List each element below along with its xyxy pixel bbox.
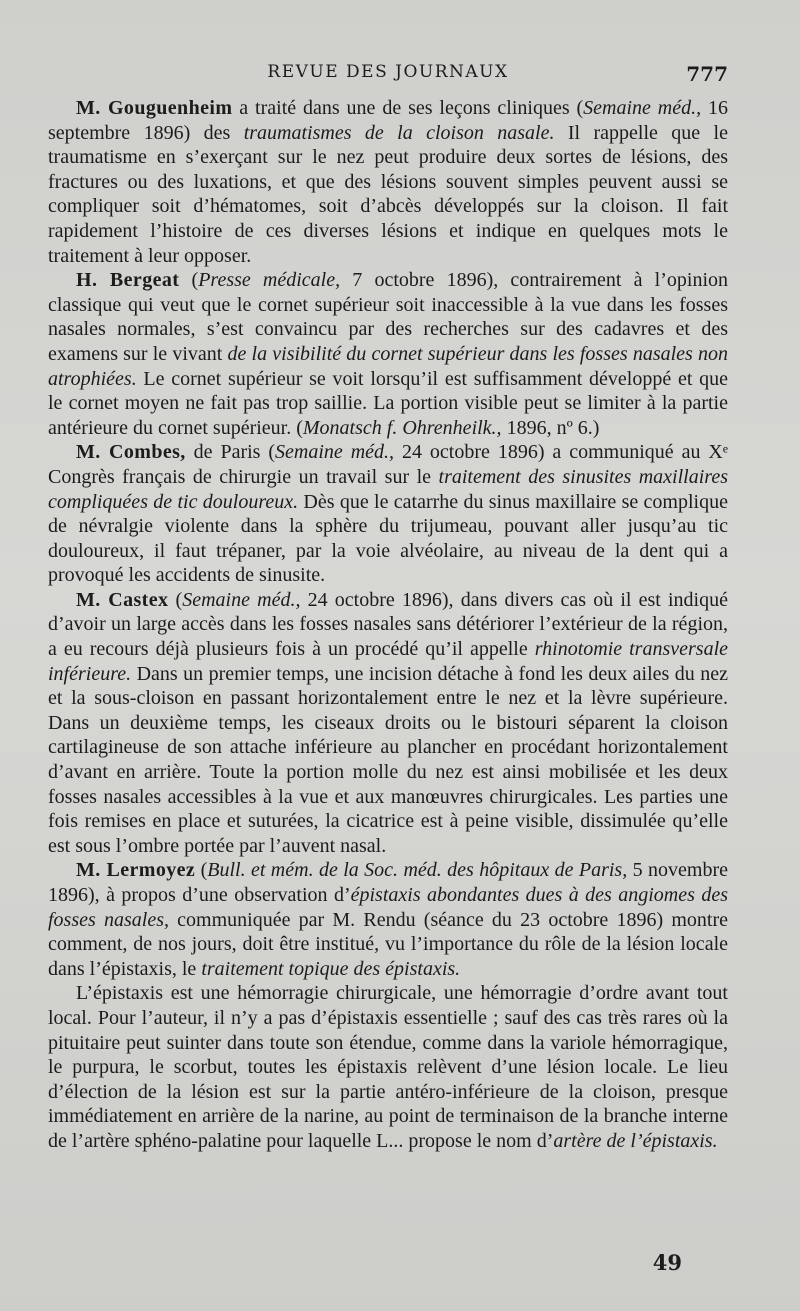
citation: Presse médicale,	[198, 269, 341, 292]
running-title: REVUE DES JOURNAUX	[267, 62, 509, 82]
article-body	[48, 96, 728, 1154]
paragraph-bergeat	[48, 268, 728, 440]
text-segment: 1896, nº 6.)	[501, 416, 600, 439]
topic-title: traitement topique des épistaxis.	[201, 957, 461, 980]
paragraph-lermoyez	[48, 858, 728, 981]
author-name: H. Bergeat	[76, 269, 180, 292]
paragraph-epistaxis	[48, 981, 728, 1153]
page-header	[48, 58, 728, 92]
topic-title: traitement des sinusites maxillaires compliquées de tic douloureux.	[48, 465, 728, 513]
topic-title: traumatismes de la cloison nasale.	[243, 121, 555, 144]
citation: Monatsch f. Ohrenheilk.,	[302, 416, 502, 439]
citation: Semaine méd.,	[583, 97, 702, 119]
topic-title: épistaxis abondantes dues à des angiomes des fosses nasales,	[48, 884, 728, 931]
text-segment: 16 septembre 1896) des	[48, 97, 729, 144]
topic-title: rhinotomie transversale inférieure.	[48, 638, 728, 685]
text-segment: a traité dans une de ses leçons cliniques (	[232, 97, 584, 119]
text-segment: Le cornet supérieur se voit lorsqu’il est suffisamment développé et que le cornet moyen ne fait pas trop saillie. La portion visible peut se limiter à la partie antérieure du cornet supérieur. (	[48, 367, 728, 439]
text-segment: Dès que le catarrhe du sinus maxillaire se complique de névralgie violente dans la sphère du trijumeau, pouvant aller jusqu’au tic douloureux, il faut trépaner, par la voie alvéolaire, au niveau de la dent qui a provoqué les accidents de sinusite.	[48, 490, 728, 587]
author-name: M. Lermoyez	[76, 859, 196, 882]
citation: Semaine méd.,	[275, 441, 395, 464]
signature-mark: 49	[652, 1250, 682, 1275]
paragraph-gouguenheim	[48, 96, 728, 268]
page-number: 777	[686, 62, 728, 86]
text-segment: Il rappelle que le traumatisme en s’exerçant sur le nez peut produire deux sortes de lésions, des fractures ou des luxations, et que des lésions souvent simples peuvent aussi se compliquer soit d’hématomes, soit d’abcès développés sur la cloison. Il fait rapidement l’histoire de ces diverses lésions et indique en quelques mots le traitement à leur opposer.	[48, 121, 728, 267]
paragraph-combes	[48, 440, 728, 588]
topic-title: artère de l’épistaxis.	[553, 1129, 718, 1152]
paragraph-castex	[48, 588, 728, 859]
text-segment: 5 novembre 1896), à propos d’une observation d’	[48, 859, 728, 906]
text-segment: 24 octobre 1896) a communiqué au Xᵉ Congrès français de chirurgie un travail sur le	[48, 441, 728, 488]
topic-title: de la visibilité du cornet supérieur dans les fosses nasales non atrophiées.	[48, 342, 728, 390]
text-segment: (	[179, 269, 199, 292]
text-segment: communiquée par M. Rendu (séance du 23 octobre 1896) montre comment, de nos jours, doit être institué, vu l’importance du rôle de la lésion locale dans l’épistaxis, le	[48, 908, 728, 980]
citation: Semaine méd.,	[182, 588, 301, 611]
text-segment: de Paris (	[185, 441, 276, 464]
text-segment: 24 octobre 1896), dans divers cas où il est indiqué d’avoir un large accès dans les fosses nasales sans détériorer l’extérieur de la région, a eu recours déjà plusieurs fois à un procédé qu’il appelle	[48, 588, 728, 661]
author-name: M. Gouguenheim	[76, 97, 233, 119]
text-segment: (	[168, 588, 183, 611]
text-segment: Dans un premier temps, une incision détache à fond les deux ailes du nez et la sous-cloison en passant horizontalement entre le nez et la lèvre supérieure. Dans un deuxième temps, les ciseaux droits ou le bistouri séparent la cloison cartilagineuse de son attache inférieure au plancher en procédant horizontalement d’avant en arrière. Toute la portion molle du nez est ainsi mobilisée et les deux fosses nasales accessibles à la vue et aux manœuvres chirurgicales. Les parties une fois remises en place et suturées, la cicatrice est à peine visible, dissimulée qu’elle est sous l’ombre portée par l’auvent nasal.	[48, 662, 728, 857]
author-name: M. Castex	[76, 588, 169, 611]
text-segment: 7 octobre 1896), contrairement à l’opinion classique qui veut que le cornet supérieur soit inaccessible à la vue dans les fosses nasales normales, s’est convaincu par des recherches sur des cadavres et des examens sur le vivant	[48, 269, 728, 365]
text-segment: (	[195, 859, 208, 882]
author-name: M. Combes,	[76, 441, 186, 464]
text-segment: L’épistaxis est une hémorragie chirurgicale, une hémorragie d’ordre avant tout local. Pour l’auteur, il n’y a pas d’épistaxis essentielle ; sauf des cas très rares où la pituitaire peut suinter dans toute son étendue, comme dans la variole hémorragique, le purpura, le scorbut, toutes les épistaxis relèvent d’une lésion locale. Le lieu d’élection de la lésion est sur la partie antéro-inférieure de la cloison, presque immédiatement en arrière de la narine, au point de terminaison de la branche interne de l’artère sphéno-palatine pour laquelle L... propose le nom d’	[48, 982, 728, 1152]
citation: Bull. et mém. de la Soc. méd. des hôpitaux de Paris,	[207, 859, 628, 882]
